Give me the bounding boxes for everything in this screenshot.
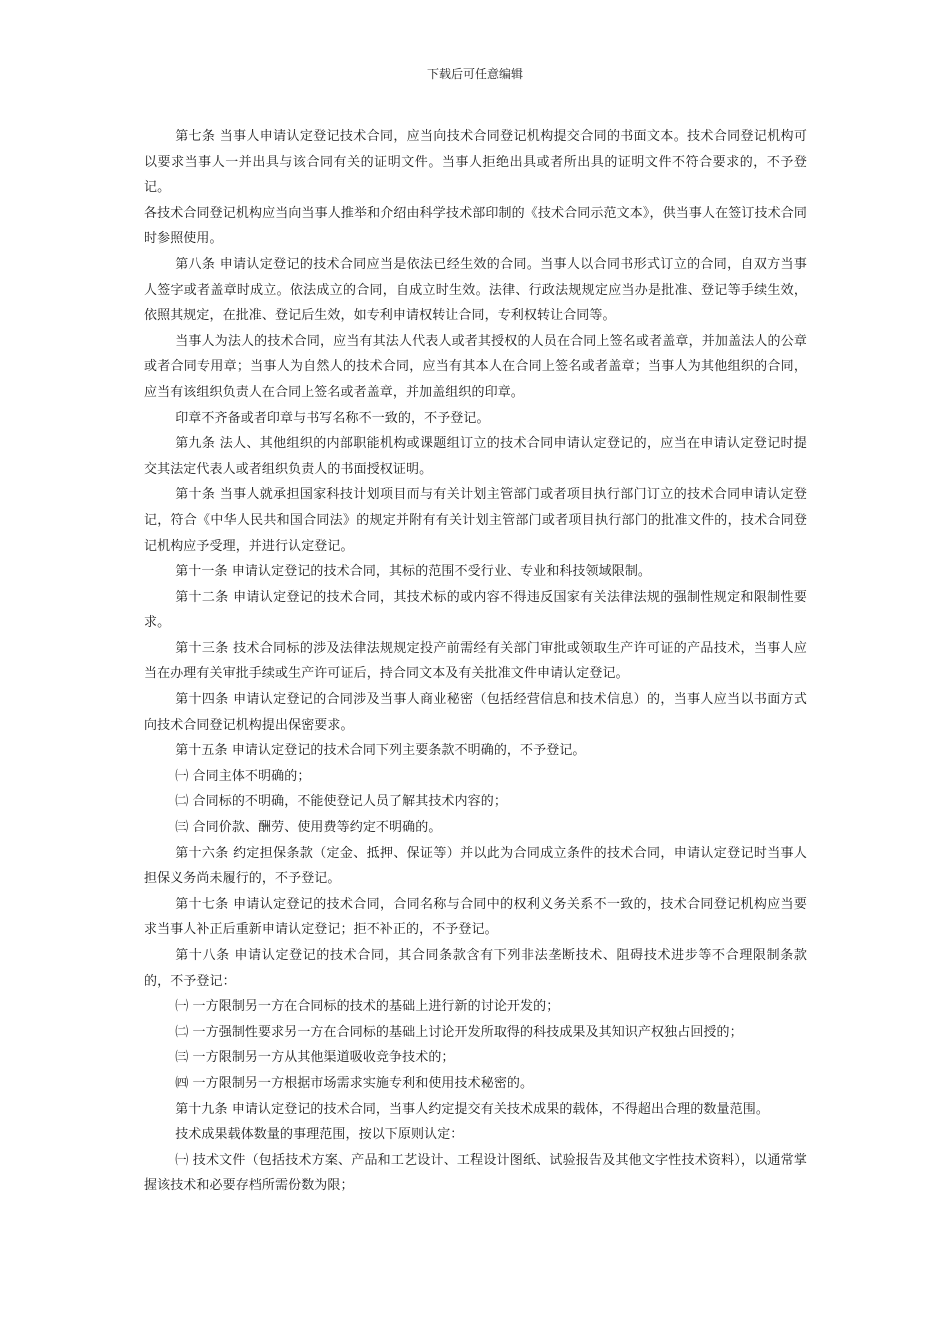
paragraph: ㈡ 合同标的不明确，不能使登记人员了解其技术内容的；: [175, 794, 507, 810]
paragraph: ㈢ 合同价款、酬劳、使用费等约定不明确的。: [175, 820, 442, 836]
paragraph: 第十八条 申请认定登记的技术合同，其合同条款含有下列非法垄断技术、阻碍技术进步等不合理限制条款的，不予登记：: [144, 948, 807, 989]
paragraph: 印章不齐备或者印章与书写名称不一致的，不予登记。: [175, 410, 490, 426]
paragraph: ㈠ 合同主体不明确的；: [175, 768, 311, 784]
paragraph: 第十条 当事人就承担国家科技计划项目而与有关计划主管部门或者项目执行部门订立的技术合同申请认定登记，符合《中华人民共和国合同法》的规定并附有有关计划主管部门或者项目执行部门的批准文件的，技术合同登记机构应予受理，并进行认定登记。: [144, 487, 807, 554]
paragraph: 第七条 当事人申请认定登记技术合同，应当向技术合同登记机构提交合同的书面文本。技术合同登记机构可以要求当事人一并出具与该合同有关的证明文件。当事人拒绝出具或者所出具的证明文件不符合要求的，不予登记。: [144, 129, 807, 196]
paragraph: 技术成果载体数量的事理范围，按以下原则认定：: [175, 1127, 464, 1143]
paragraph: 第十五条 申请认定登记的技术合同下列主要条款不明确的，不予登记。: [175, 743, 586, 759]
paragraph: ㈡ 一方强制性要求另一方在合同标的基础上讨论开发所取得的科技成果及其知识产权独占回授的；: [175, 1024, 743, 1040]
paragraph: ㈠ 一方限制另一方在合同标的技术的基础上进行新的讨论开发的；: [175, 999, 560, 1015]
paragraph: 第八条 申请认定登记的技术合同应当是依法已经生效的合同。当事人以合同书形式订立的合同，自双方当事人签字或者盖章时成立。依法成立的合同，自成立时生效。法律、行政法规规定应当办是批准、登记等手续生效，依照其规定，在批准、登记后生效，如专利申请权转让合同，专利权转让合同等。: [144, 256, 807, 324]
paragraph: 第十九条 申请认定登记的技术合同，当事人约定提交有关技术成果的载体，不得超出合理的数量范围。: [175, 1101, 769, 1117]
paragraph: ㈣ 一方限制另一方根据市场需求实施专利和使用技术秘密的。: [175, 1075, 534, 1091]
document-body: [144, 124, 807, 1199]
paragraph: ㈠ 技术文件（包括技术方案、产品和工艺设计、工程设计图纸、试验报告及其他文字性技术资料），以通常掌握该技术和必要存档所需份数为限；: [144, 1152, 807, 1194]
paragraph: 第十二条 申请认定登记的技术合同，其技术标的或内容不得违反国家有关法律法规的强制性规定和限制性要求。: [144, 589, 807, 631]
paragraph: 第十三条 技术合同标的涉及法律法规规定投产前需经有关部门审批或领取生产许可证的产品技术，当事人应当在办理有关审批手续或生产许可证后，持合同文本及有关批准文件申请认定登记。: [144, 640, 807, 682]
paragraph: 当事人为法人的技术合同，应当有其法人代表人或者其授权的人员在合同上签名或者盖章，并加盖法人的公章或者合同专用章；当事人为自然人的技术合同，应当有其本人在合同上签名或者盖章；当事人为其他组织的合同，应当有该组织负责人在合同上签名或者盖章，并加盖组织的印章。: [144, 333, 807, 400]
paragraph: 各技术合同登记机构应当向当事人推举和介绍由科学技术部印制的《技术合同示范文本》，供当事人在签订技术合同时参照使用。: [144, 205, 807, 247]
paragraph: 第九条 法人、其他组织的内部职能机构或课题组订立的技术合同申请认定登记的，应当在申请认定登记时提交其法定代表人或者组织负责人的书面授权证明。: [144, 436, 807, 477]
page-header: 下载后可任意编辑: [426, 67, 523, 81]
paragraph: 第十一条 申请认定登记的技术合同，其标的范围不受行业、专业和科技领域限制。: [175, 564, 652, 580]
paragraph: 第十四条 申请认定登记的合同涉及当事人商业秘密（包括经营信息和技术信息）的，当事人应当以书面方式向技术合同登记机构提出保密要求。: [144, 692, 807, 733]
paragraph: 第十七条 申请认定登记的技术合同，合同名称与合同中的权利义务关系不一致的，技术合同登记机构应当要求当事人补正后重新申请认定登记；拒不补正的，不予登记。: [144, 896, 807, 938]
paragraph: 第十六条 约定担保条款（定金、抵押、保证等）并以此为合同成立条件的技术合同，申请认定登记时当事人担保义务尚未履行的，不予登记。: [144, 845, 807, 887]
paragraph: ㈢ 一方限制另一方从其他渠道吸收竞争技术的；: [175, 1050, 455, 1066]
